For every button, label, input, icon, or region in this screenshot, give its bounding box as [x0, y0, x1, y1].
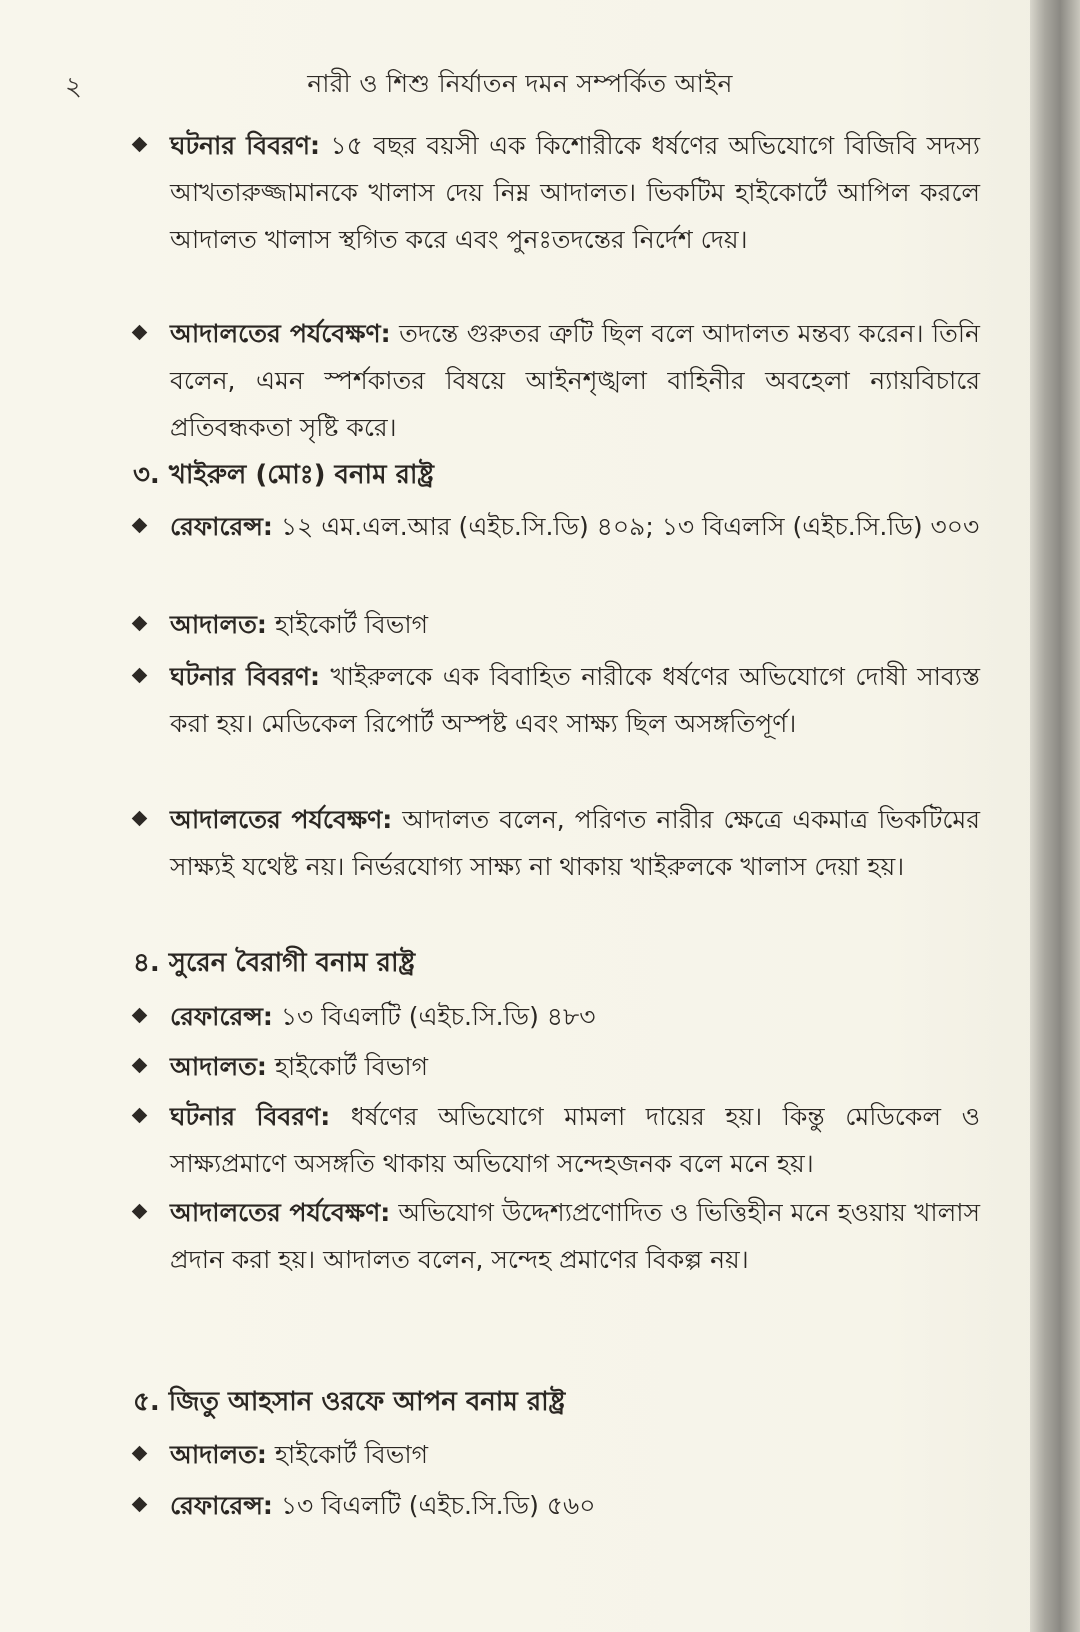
diamond-bullet-icon — [132, 616, 148, 632]
bullet-court-observation: আদালতের পর্যবেক্ষণ: তদন্তে গুরুতর ত্রুটি ছিল বলে আদালত মন্তব্য করেন। তিনি বলেন, এমন স্পর্শকাতর বিষয়ে আইনশৃঙ্খলা বাহিনীর অবহেলা ন্যায়বিচারে প্রতিবন্ধকতা সৃষ্টি করে। — [170, 310, 980, 451]
bullet-incident-description: ঘটনার বিবরণ: ১৫ বছর বয়সী এক কিশোরীকে ধর্ষণের অভিযোগে বিজিবি সদস্য আখতারুজ্জামানকে খালাস দেয় নিম্ন আদালত। ভিকটিম হাইকোর্টে আপিল করলে আদালত খালাস স্থগিত করে এবং পুনঃতদন্তের নির্দেশ দেয়। — [170, 122, 980, 263]
page-header — [0, 60, 1040, 110]
diamond-bullet-icon — [132, 1108, 148, 1124]
diamond-bullet-icon — [132, 1204, 148, 1220]
page-number: ২ — [65, 72, 82, 102]
bullet-reference: রেফারেন্স: ১২ এম.এল.আর (এইচ.সি.ডি) ৪০৯; ১৩ বিএলসি (এইচ.সি.ডি) ৩০৩ — [170, 503, 980, 550]
diamond-bullet-icon — [132, 1446, 148, 1462]
diamond-bullet-icon — [132, 1058, 148, 1074]
page-edge-shadow — [1030, 0, 1080, 1632]
bullet-reference: রেফারেন্স: ১৩ বিএলটি (এইচ.সি.ডি) ৪৮৩ — [170, 993, 980, 1040]
bullet-reference: রেফারেন্স: ১৩ বিএলটি (এইচ.সি.ডি) ৫৬০ — [170, 1482, 980, 1529]
case-heading: ৩. খাইরুল (মোঃ) বনাম রাষ্ট্র — [133, 460, 434, 490]
diamond-bullet-icon — [132, 1497, 148, 1513]
bullet-incident-description: ঘটনার বিবরণ: ধর্ষণের অভিযোগে মামলা দায়ের হয়। কিন্তু মেডিকেল ও সাক্ষ্যপ্রমাণে অসঙ্গতি থাকায় অভিযোগ সন্দেহজনক বলে মনে হয়। — [170, 1093, 980, 1187]
diamond-bullet-icon — [132, 518, 148, 534]
diamond-bullet-icon — [132, 811, 148, 827]
bullet-court: আদালত: হাইকোর্ট বিভাগ — [170, 601, 980, 648]
running-title: নারী ও শিশু নির্যাতন দমন সম্পর্কিত আইন — [307, 69, 733, 98]
case-heading: ৫. জিতু আহসান ওরফে আপন বনাম রাষ্ট্র — [133, 1387, 566, 1417]
diamond-bullet-icon — [132, 1008, 148, 1024]
case-heading: ৪. সুরেন বৈরাগী বনাম রাষ্ট্র — [133, 948, 416, 978]
bullet-court: আদালত: হাইকোর্ট বিভাগ — [170, 1431, 980, 1478]
bullet-court: আদালত: হাইকোর্ট বিভাগ — [170, 1043, 980, 1090]
diamond-bullet-icon — [132, 137, 148, 153]
bullet-court-observation: আদালতের পর্যবেক্ষণ: আদালত বলেন, পরিণত নারীর ক্ষেত্রে একমাত্র ভিকটিমের সাক্ষ্যই যথেষ্ট নয়। নির্ভরযোগ্য সাক্ষ্য না থাকায় খাইরুলকে খালাস দেয়া হয়। — [170, 796, 980, 890]
bullet-incident-description: ঘটনার বিবরণ: খাইরুলকে এক বিবাহিত নারীকে ধর্ষণের অভিযোগে দোষী সাব্যস্ত করা হয়। মেডিকেল রিপোর্ট অস্পষ্ট এবং সাক্ষ্য ছিল অসঙ্গতিপূর্ণ। — [170, 653, 980, 747]
bullet-court-observation: আদালতের পর্যবেক্ষণ: অভিযোগ উদ্দেশ্যপ্রণোদিত ও ভিত্তিহীন মনে হওয়ায় খালাস প্রদান করা হয়। আদালত বলেন, সন্দেহ প্রমাণের বিকল্প নয়। — [170, 1189, 980, 1283]
diamond-bullet-icon — [132, 668, 148, 684]
diamond-bullet-icon — [132, 325, 148, 341]
